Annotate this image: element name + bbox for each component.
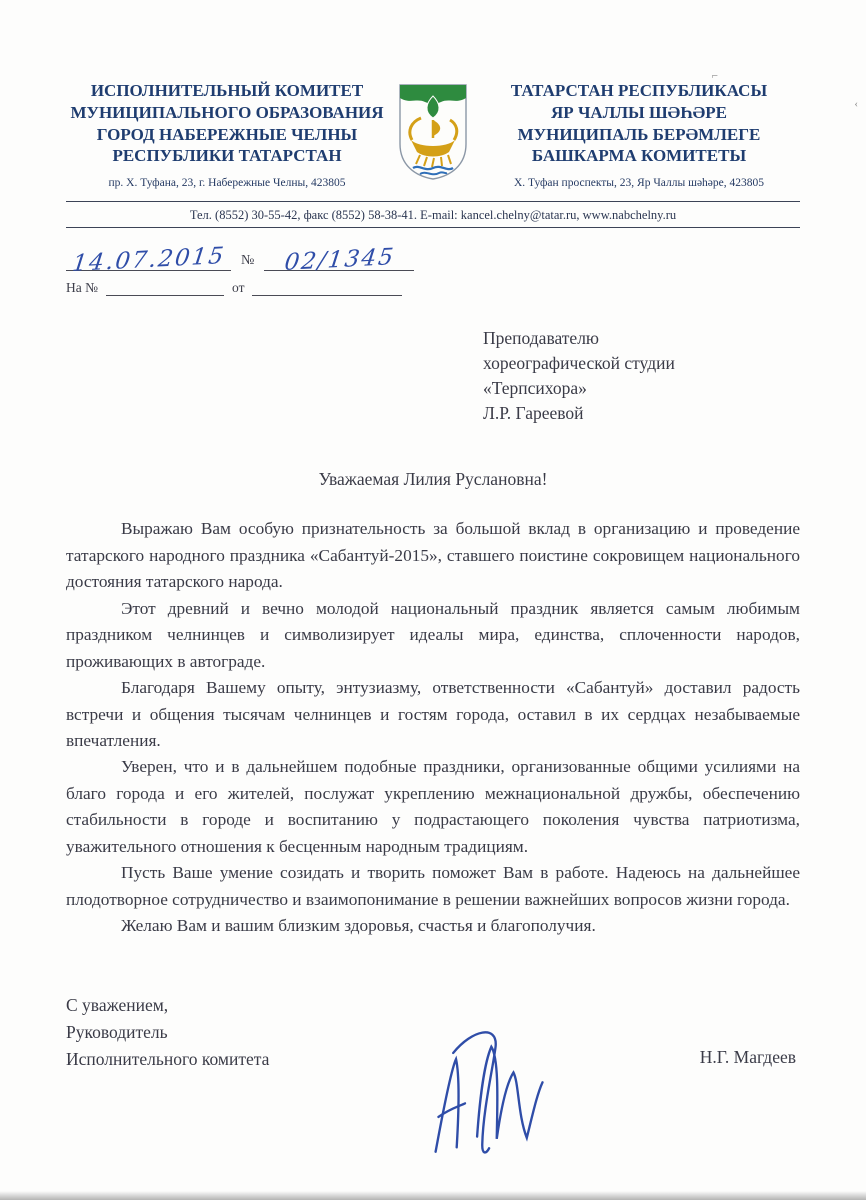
org-address-ru: пр. Х. Туфана, 23, г. Набережные Челны, 423805 (108, 177, 346, 189)
org-address-tat: Х. Туфан проспекты, 23, Яр Чаллы шәһәре, 423805 (513, 177, 765, 189)
org-name-line-tat: ЯР ЧАЛЛЫ ШӘҺӘРЕ (551, 102, 727, 122)
number-blank (264, 244, 414, 276)
signer-name: Н.Г. Магдеев (699, 1046, 796, 1067)
handwritten-date: 14.07.2015 (70, 243, 227, 277)
handwritten-signature (389, 1011, 579, 1178)
reply-reference-row (66, 279, 800, 296)
reply-date-blank (252, 279, 402, 296)
recipient-line: Преподавателю (483, 328, 600, 348)
salutation: Уважаемая Лилия Руслановна! (318, 469, 548, 490)
divider-bottom (66, 227, 800, 228)
body-paragraph: Благодаря Вашему опыту, энтузиазму, ответственности «Сабантуй» доставил радость встречи и общения тысячам челнинцев и гостям города, оставил в их сердцах незабываемые впечатления. (66, 678, 800, 750)
closing-block (66, 992, 800, 1073)
body-paragraph: Пусть Ваше умение созидать и творить поможет Вам в работе. Надеюсь на дальнейшее плодотворное сотрудничество и взаимопонимание в решении важнейших вопросов жизни города. (66, 863, 800, 909)
recipient-line: хореографической студии (483, 352, 675, 373)
recipient-block (483, 326, 800, 425)
body-paragraph: Желаю Вам и вашим близким здоровья, счастья и благополучия. (121, 916, 596, 936)
recipient-line: Л.Р. Гареевой (483, 402, 584, 423)
org-name-line-tat: ТАТАРСТАН РЕСПУБЛИКАСЫ (510, 81, 768, 100)
closing-line: Руководитель (66, 1021, 168, 1042)
letterhead-left (66, 80, 388, 189)
org-name-line-tat: МУНИЦИПАЛЬ БЕРӘМЛЕГЕ (517, 124, 761, 144)
org-name-line: ГОРОД НАБЕРЕЖНЫЕ ЧЕЛНЫ (96, 124, 358, 144)
org-name-line: МУНИЦИПАЛЬНОГО ОБРАЗОВАНИЯ (70, 102, 384, 122)
contact-line: Тел. (8552) 30-55-42, факс (8552) 58-38-41. E-mail: kancel.chelny@tatar.ru, www.nabchelny.ru (189, 208, 677, 222)
org-name-line: РЕСПУБЛИКИ ТАТАРСТАН (112, 146, 342, 166)
recipient-line: «Терпсихора» (483, 377, 587, 398)
org-name-line: ИСПОЛНИТЕЛЬНЫЙ КОМИТЕТ (90, 81, 364, 100)
letterhead-right (478, 80, 800, 189)
scan-fold-mark: ⌐ (711, 70, 718, 82)
handwritten-number: 02/1345 (282, 244, 397, 276)
scan-fold-mark: ‹ (854, 98, 858, 110)
date-number-row (66, 243, 800, 277)
number-sign-label: № (241, 253, 255, 268)
letter-body (66, 516, 800, 939)
coat-of-arms-icon (393, 82, 473, 187)
reference-block (66, 244, 800, 296)
date-blank (66, 243, 231, 277)
reply-number-blank (106, 279, 224, 296)
org-name-line-tat: БАШКАРМА КОМИТЕТЫ (531, 146, 747, 166)
divider-top (66, 201, 800, 202)
from-label: от (232, 280, 245, 295)
body-paragraph: Уверен, что и в дальнейшем подобные праздники, организованные общими усилиями на благо города и его жителей, послужат укреплению межнациональной дружбы, обеспечению стабильности в городе и воспитанию у подрастающего поколения чувства патриотизма, уважительного отношения к бесценным народным традициям. (66, 757, 800, 856)
reply-label: На № (66, 280, 98, 295)
body-paragraph: Выражаю Вам особую признательность за большой вклад в организацию и проведение татарского народного праздника «Сабантуй-2015», ставшего поистине сокровищем национального достояния татарского народа. (66, 519, 800, 592)
body-paragraph: Этот древний и вечно молодой национальный праздник является самым любимым праздником челнинцев и символизирует идеалы мира, единства, сплоченности народов, проживающих в автограде. (66, 598, 800, 671)
closing-line: Исполнительного комитета (66, 1048, 270, 1069)
closing-line: С уважением, (66, 994, 169, 1015)
letterhead (66, 80, 800, 189)
